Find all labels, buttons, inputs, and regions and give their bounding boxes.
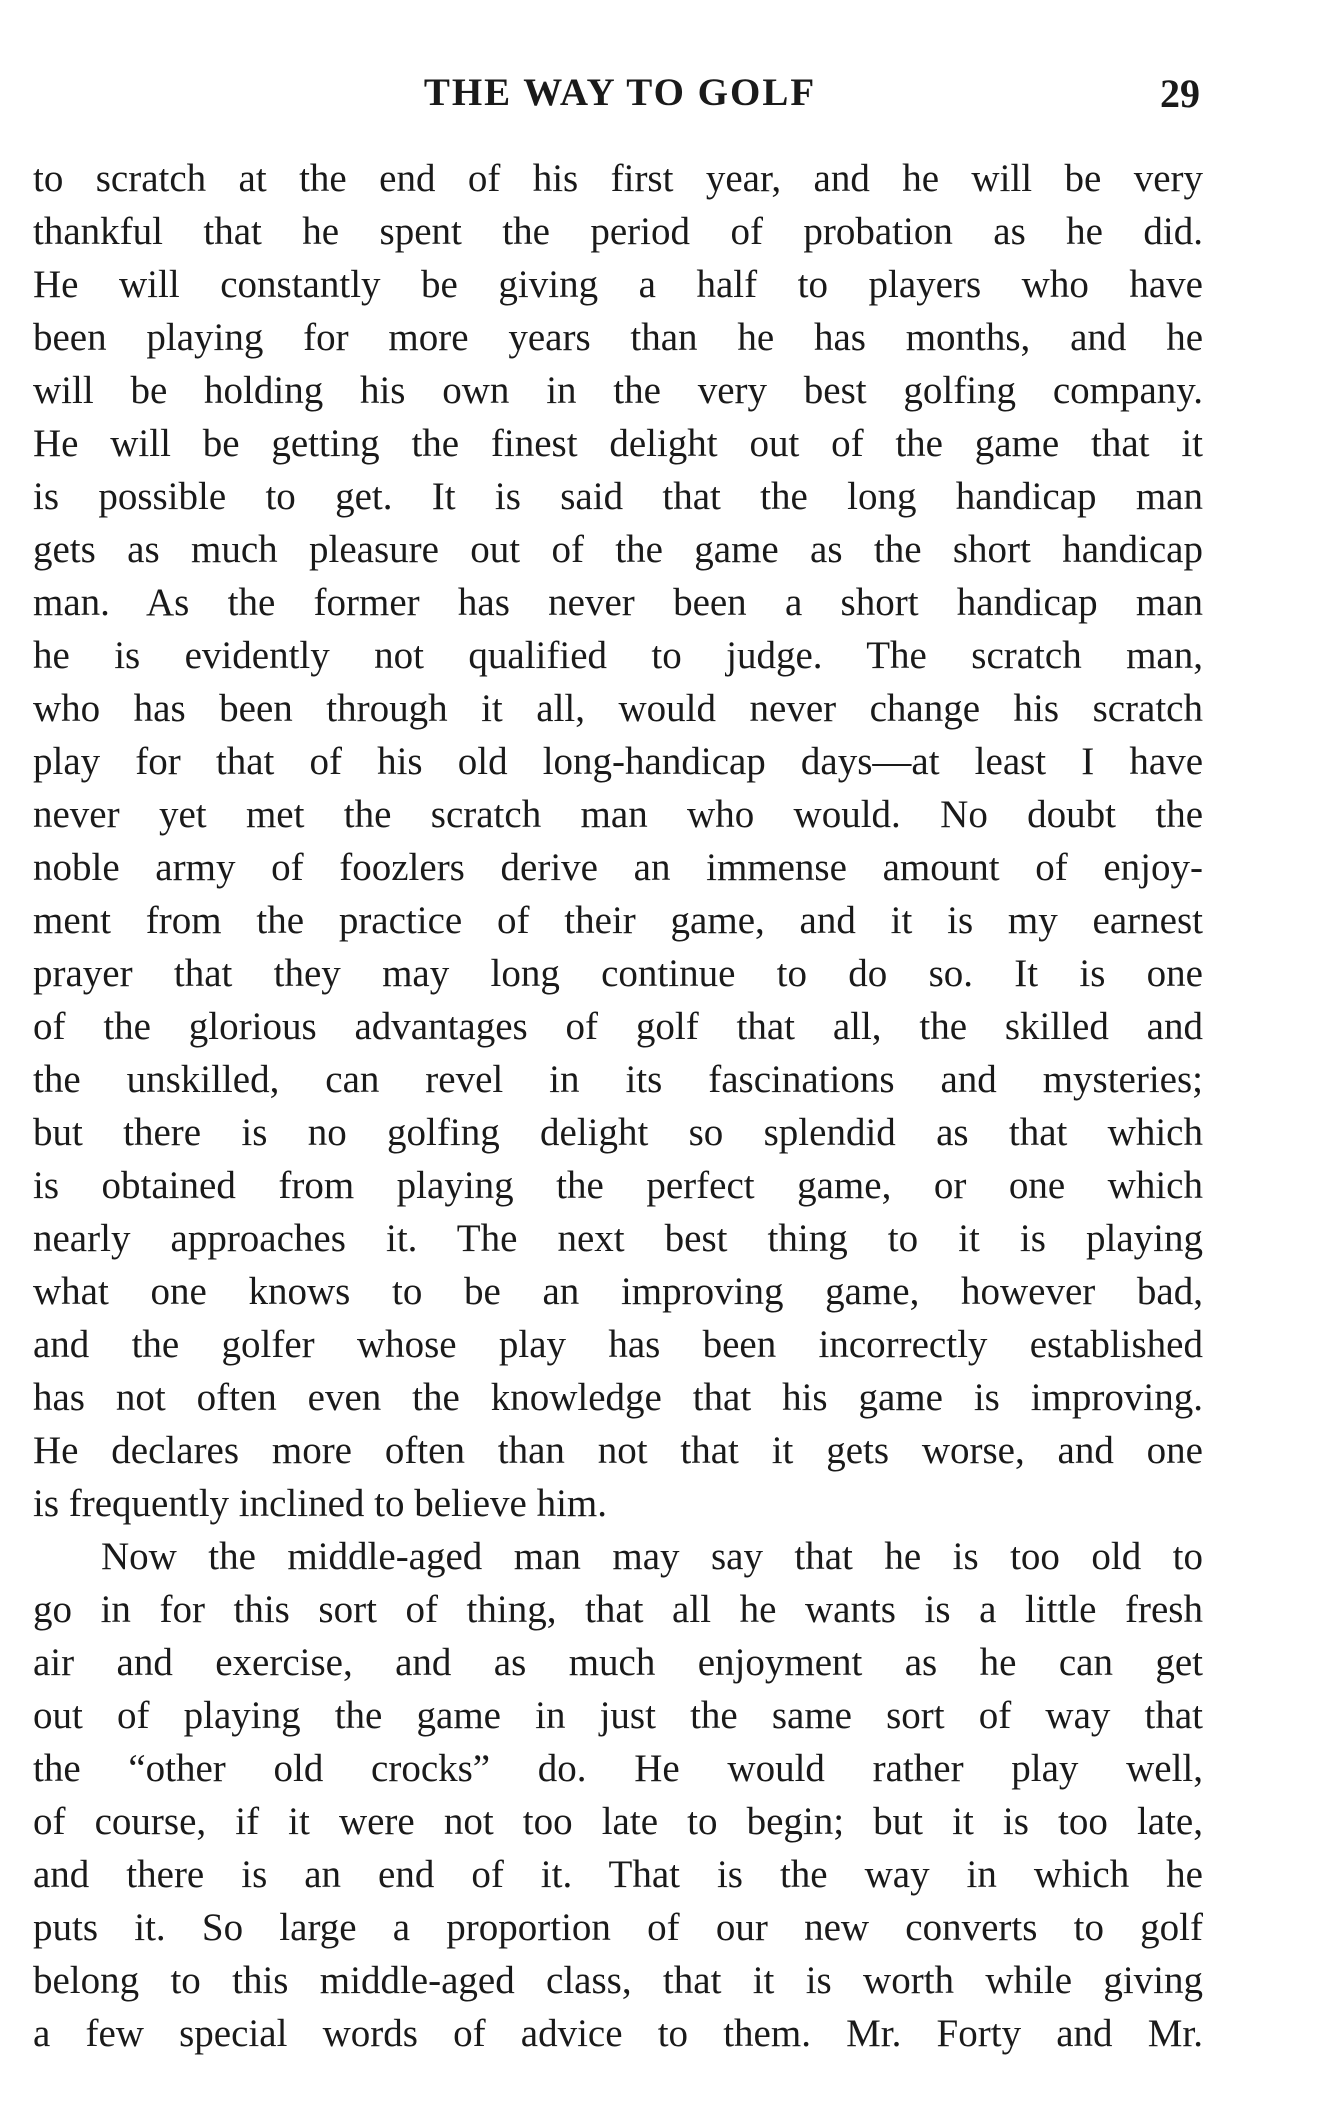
text-line: nearly approaches it. The next best thing to it is playing — [33, 1217, 1203, 1260]
text-line: but there is no golfing delight so splendid as that which — [33, 1111, 1203, 1154]
text-line: air and exercise, and as much enjoyment as he can get — [33, 1641, 1203, 1684]
running-title: THE WAY TO GOLF — [423, 71, 817, 114]
running-head — [40, 70, 1200, 130]
text-line: out of playing the game in just the same sort of way that — [33, 1694, 1203, 1737]
text-line: thankful that he spent the period of probation as he did. — [33, 210, 1203, 253]
body-text — [33, 152, 1203, 2060]
text-line: ment from the practice of their game, and it is my earnest — [33, 899, 1203, 942]
text-line: man. As the former has never been a short handicap man — [33, 581, 1203, 624]
text-line: been playing for more years than he has months, and he — [33, 316, 1203, 359]
text-line: a few special words of advice to them. Mr. Forty and Mr. — [33, 2012, 1203, 2055]
text-line: go in for this sort of thing, that all he wants is a little fresh — [33, 1588, 1203, 1631]
text-line: and there is an end of it. That is the way in which he — [33, 1853, 1203, 1896]
text-line: the “other old crocks” do. He would rather play well, — [33, 1747, 1203, 1790]
text-line: He will constantly be giving a half to players who have — [33, 263, 1203, 306]
text-line: noble army of foozlers derive an immense amount of enjoy- — [33, 846, 1203, 889]
text-line: the unskilled, can revel in its fascinations and mysteries; — [33, 1058, 1203, 1101]
text-line: gets as much pleasure out of the game as the short handicap — [33, 528, 1203, 571]
text-line: he is evidently not qualified to judge. The scratch man, — [33, 634, 1203, 677]
text-line: belong to this middle-aged class, that it is worth while giving — [33, 1959, 1203, 2002]
text-line: has not often even the knowledge that his game is improving. — [33, 1376, 1203, 1419]
text-line: He will be getting the finest delight out of the game that it — [33, 422, 1203, 465]
paragraph-end-line: is frequently inclined to believe him. — [33, 1482, 608, 1525]
text-line: of the glorious advantages of golf that all, the skilled and — [33, 1005, 1203, 1048]
text-line: never yet met the scratch man who would. No doubt the — [33, 793, 1203, 836]
text-line: play for that of his old long-handicap days—at least I have — [33, 740, 1203, 783]
text-line: He declares more often than not that it gets worse, and one — [33, 1429, 1203, 1472]
text-line: to scratch at the end of his first year, and he will be very — [33, 157, 1203, 200]
page-number: 29 — [1160, 71, 1200, 116]
text-line: and the golfer whose play has been incorrectly established — [33, 1323, 1203, 1366]
text-line: who has been through it all, would never change his scratch — [33, 687, 1203, 730]
text-line: is obtained from playing the perfect game, or one which — [33, 1164, 1203, 1207]
text-line: prayer that they may long continue to do so. It is one — [33, 952, 1203, 995]
text-line: what one knows to be an improving game, however bad, — [33, 1270, 1203, 1313]
text-line: will be holding his own in the very best golfing company. — [33, 369, 1203, 412]
text-line: of course, if it were not too late to begin; but it is too late, — [33, 1800, 1203, 1843]
text-line: is possible to get. It is said that the long handicap man — [33, 475, 1203, 518]
text-line: puts it. So large a proportion of our new converts to golf — [33, 1906, 1203, 1949]
paragraph-start-line: Now the middle-aged man may say that he is too old to — [101, 1535, 1203, 1578]
